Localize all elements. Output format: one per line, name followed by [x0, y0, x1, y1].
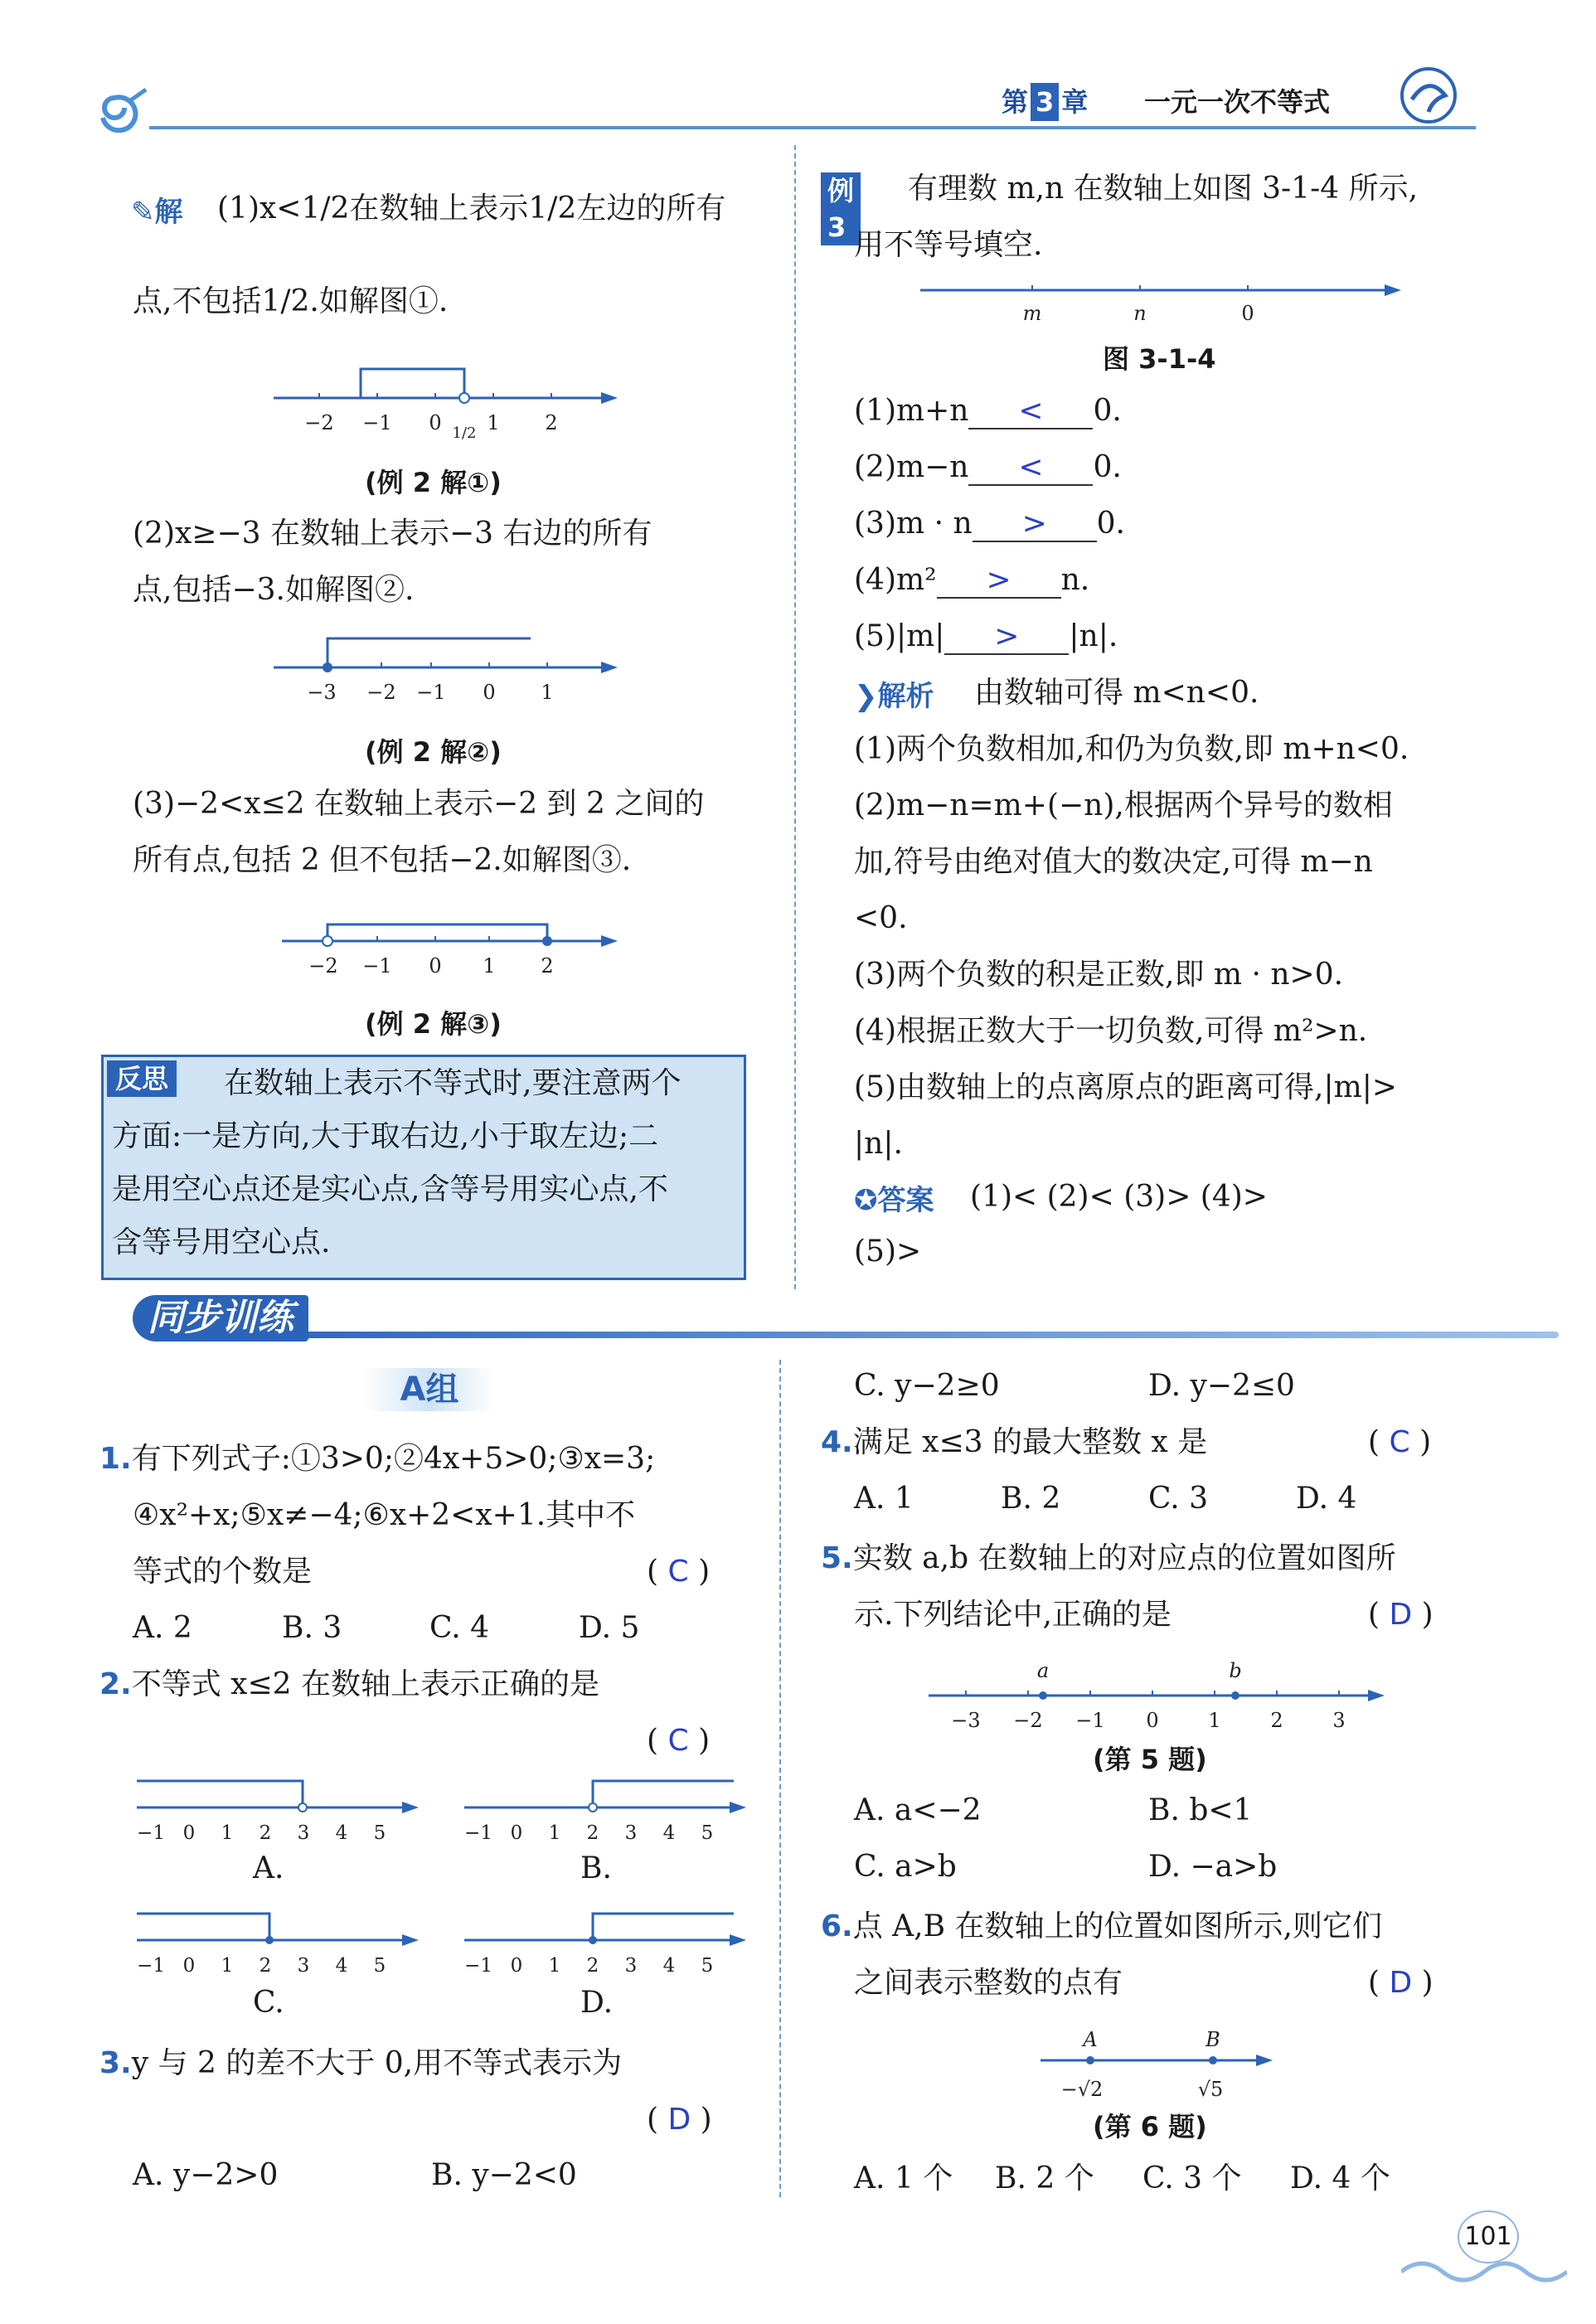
q1-line2: ④x²+x;⑤x≠−4;⑥x+2<x+1.其中不	[133, 1498, 636, 1532]
header	[0, 0, 1596, 141]
example-line2: 用不等号填空.	[854, 228, 1043, 262]
q6-tick-label: −√2	[1060, 2078, 1104, 2101]
fig1-tick-label: 0	[429, 411, 442, 434]
q5-tick: 3	[1332, 1709, 1346, 1732]
q3-option-c: C. y−2≥0	[854, 1369, 1000, 1403]
answer-line2: (5)>	[854, 1235, 922, 1269]
q3-option-b: B. y−2<0	[431, 2158, 577, 2192]
analysis-line: (3)两个负数的积是正数,即 m · n>0.	[854, 958, 1344, 992]
q2-line-d	[460, 1907, 750, 1973]
fill-row-5: (5)|m| > |n|.	[854, 619, 1118, 653]
q2-tick: 4	[335, 1955, 348, 1973]
q5-line2: 示.下列结论中,正确的是	[854, 1598, 1172, 1632]
chapter-title: 一元一次不等式	[1144, 86, 1331, 118]
page-number: 101	[1458, 2210, 1519, 2263]
reflect-label: 反思	[107, 1060, 177, 1097]
q5-caption: (第 5 题)	[1093, 1744, 1207, 1775]
fig1-tick-label: 2	[545, 411, 558, 434]
fill-answer-3: >	[973, 507, 1097, 542]
section-bar	[99, 1295, 1459, 1345]
fill-row-2: (2)m−n < 0.	[854, 450, 1122, 484]
section-bar-rule	[224, 1332, 1559, 1338]
q5-tick: −1	[1075, 1709, 1105, 1732]
q6-point-label: B	[1205, 2028, 1220, 2051]
fig1-tick-label: −1	[362, 411, 392, 434]
fig3-tick-label: 0	[429, 954, 442, 974]
number-line-fig3	[274, 908, 630, 974]
q5-line1: 5.实数 a,b 在数轴上的对应点的位置如图所	[821, 1541, 1396, 1575]
q2-tick: 3	[624, 1955, 638, 1973]
q6-option-b: B. 2 个	[995, 2161, 1094, 2195]
q2-tick: 0	[510, 1955, 523, 1973]
fill-answer-4: >	[937, 564, 1061, 599]
sol-p2-line1: (2)x≥−3 在数轴上表示−3 右边的所有	[133, 517, 652, 551]
q6-answer: ( D )	[1368, 1966, 1433, 2000]
analysis-line: 加,符号由绝对值大的数决定,可得 m−n	[854, 845, 1373, 879]
q4-option-d: D. 4	[1296, 1482, 1357, 1516]
q2-tick: 1	[221, 1955, 234, 1973]
q2-tick: −1	[464, 1822, 492, 1841]
q2-tick: 3	[297, 1822, 310, 1841]
analysis-intro: 由数轴可得 m<n<0.	[974, 676, 1259, 710]
fill-row-3: (3)m · n > 0.	[854, 507, 1126, 541]
analysis-line: (2)m−n=m+(−n),根据两个异号的数相	[854, 788, 1393, 822]
q5-point-label: a	[1036, 1659, 1050, 1682]
analysis-line: |n|.	[854, 1127, 903, 1161]
analysis-line: <0.	[854, 901, 908, 935]
sol-p3-line2: 所有点,包括 2 但不包括−2.如解图③.	[133, 843, 632, 877]
fill-row-4: (4)m² > n.	[854, 563, 1090, 597]
fig2-tick-label: 1	[541, 681, 554, 701]
swirl-icon	[91, 83, 158, 133]
reflect-line: 方面:一是方向,大于取右边,小于取左边;二	[112, 1119, 659, 1153]
q1-option-d: D. 5	[579, 1611, 640, 1645]
page-number-badge	[1401, 2205, 1567, 2288]
fig3-tick-label: 1	[483, 954, 496, 974]
sol-p1-line1: (1)x<1/2在数轴上表示1/2左边的所有	[217, 192, 726, 226]
sol-p2-line2: 点,包括−3.如解图②.	[133, 573, 415, 607]
q3-option-d: D. y−2≤0	[1148, 1369, 1295, 1403]
sol-p1-line2: 点,不包括1/2.如解图①.	[133, 284, 449, 318]
q2-tick: 4	[662, 1955, 676, 1973]
q5-option-a: A. a<−2	[854, 1793, 982, 1827]
solution-label: ✎解	[131, 196, 183, 229]
analysis-line: (1)两个负数相加,和仍为负数,即 m+n<0.	[854, 732, 1409, 766]
q3-answer: ( D )	[647, 2103, 712, 2137]
fig314-label: 0	[1241, 302, 1254, 325]
q5-option-b: B. b<1	[1148, 1793, 1253, 1827]
q2-line-b	[460, 1774, 750, 1841]
section-title: 同步训练	[133, 1295, 308, 1342]
q3-line1: 3.y 与 2 的差不大于 0,用不等式表示为	[99, 2046, 623, 2080]
analysis-line: (4)根据正数大于一切负数,可得 m²>n.	[854, 1014, 1368, 1048]
fill-row-1: (1)m+n < 0.	[854, 394, 1122, 428]
fig2-tick-label: −1	[416, 681, 446, 701]
fig2-tick-label: −2	[366, 681, 396, 701]
q5-point-label: b	[1229, 1659, 1242, 1682]
q5-number-line	[920, 1654, 1393, 1737]
q4-answer: ( C )	[1368, 1425, 1432, 1459]
example-label: 例3	[821, 172, 861, 245]
fig1-tick-label: −2	[304, 411, 334, 434]
fig2-caption: (例 2 解②)	[365, 736, 502, 768]
q1-line3: 等式的个数是	[133, 1555, 313, 1589]
header-rule	[149, 126, 1476, 129]
q2-tick: 2	[586, 1955, 599, 1973]
q3-option-a: A. y−2>0	[133, 2158, 279, 2192]
q4-option-c: C. 3	[1148, 1482, 1209, 1516]
fig3-caption: (例 2 解③)	[365, 1008, 502, 1040]
number-line-fig1	[265, 365, 630, 448]
q2-line-a	[133, 1774, 423, 1841]
answer-line1: (1)< (2)< (3)> (4)>	[970, 1180, 1268, 1214]
q2-tick: 5	[701, 1955, 714, 1973]
reflect-line: 是用空心点还是实心点,含等号用实心点,不	[112, 1172, 668, 1206]
q2-line1: 2.不等式 x≤2 在数轴上表示正确的是	[99, 1667, 599, 1701]
reflect-box	[101, 1055, 746, 1280]
q1-option-b: B. 3	[282, 1611, 342, 1645]
answer-label: ✪答案	[854, 1184, 934, 1217]
q2-tick: 1	[221, 1822, 234, 1841]
q2-tick: 0	[182, 1822, 196, 1841]
q6-point-label: A	[1083, 2028, 1098, 2051]
q2-label-a: A.	[253, 1851, 284, 1885]
q2-tick: 2	[259, 1822, 272, 1841]
q6-line1: 6.点 A,B 在数轴上的位置如图所示,则它们	[821, 1909, 1382, 1943]
q2-label-d: D.	[580, 1986, 614, 2020]
fill-answer-5: >	[944, 620, 1069, 655]
q1-line1: 1.有下列式子:①3>0;②4x+5>0;③x=3;	[99, 1442, 656, 1476]
fig1-tick-label: 1	[487, 411, 500, 434]
q5-tick: −2	[1013, 1709, 1043, 1732]
analysis-label: ❯解析	[854, 680, 934, 713]
q5-tick: 1	[1208, 1709, 1221, 1732]
q2-line-c	[133, 1907, 423, 1973]
q2-tick: 1	[548, 1955, 561, 1973]
reflect-line: 在数轴上表示不等式时,要注意两个	[224, 1066, 682, 1100]
fill-answer-2: <	[968, 451, 1093, 486]
q5-tick: −3	[951, 1709, 981, 1732]
q4-option-a: A. 1	[854, 1482, 914, 1516]
q2-tick: 3	[297, 1955, 310, 1973]
publisher-logo-icon	[1391, 66, 1466, 124]
q6-line2: 之间表示整数的点有	[854, 1966, 1123, 2000]
fig2-tick-label: 0	[483, 681, 496, 701]
q2-tick: −1	[137, 1955, 165, 1973]
sol-p3-line1: (3)−2<x≤2 在数轴上表示−2 到 2 之间的	[133, 787, 705, 821]
fig1-caption: (例 2 解①)	[365, 467, 502, 498]
chapter-badge: 第 3 章	[1002, 83, 1088, 121]
q4-line1: 4.满足 x≤3 的最大整数 x 是	[821, 1425, 1208, 1459]
column-divider	[794, 145, 796, 1289]
q2-label-b: B.	[580, 1851, 612, 1885]
q2-tick: −1	[464, 1955, 492, 1973]
number-line-fig2	[265, 634, 630, 701]
q6-tick-label: √5	[1197, 2078, 1224, 2101]
fig2-tick-label: −3	[307, 681, 337, 701]
q2-tick: 5	[373, 1955, 386, 1973]
fill-answer-1: <	[968, 395, 1093, 429]
q5-tick: 2	[1270, 1709, 1283, 1732]
q2-tick: 3	[624, 1822, 638, 1841]
fig314-label: m	[1022, 302, 1042, 325]
q6-option-a: A. 1 个	[854, 2161, 953, 2195]
reflect-line: 含等号用空心点.	[112, 1225, 331, 1259]
q2-tick: 5	[373, 1822, 386, 1841]
q2-tick: 0	[510, 1822, 523, 1841]
q1-option-c: C. 4	[429, 1611, 490, 1645]
fig3-tick-label: −2	[308, 954, 338, 974]
q5-option-c: C. a>b	[854, 1850, 957, 1884]
q2-tick: 5	[701, 1822, 714, 1841]
q5-answer: ( D )	[1368, 1598, 1433, 1632]
group-label: A组	[363, 1368, 496, 1411]
q2-tick: 2	[586, 1822, 599, 1841]
fig1-tick-label: 1/2	[452, 425, 477, 442]
number-line-fig314	[912, 274, 1409, 332]
q2-tick: 4	[335, 1822, 348, 1841]
q5-tick: 0	[1146, 1709, 1159, 1732]
q2-answer: ( C )	[647, 1724, 711, 1758]
column-divider-lower	[779, 1360, 781, 2197]
q2-tick: 1	[548, 1822, 561, 1841]
q2-label-c: C.	[253, 1986, 284, 2020]
q6-caption: (第 6 题)	[1093, 2111, 1207, 2142]
q5-option-d: D. −a>b	[1148, 1850, 1278, 1884]
q2-tick: 0	[182, 1955, 196, 1973]
example-line1: 有理数 m,n 在数轴上如图 3-1-4 所示,	[908, 172, 1419, 206]
q2-tick: 2	[259, 1955, 272, 1973]
fig3-tick-label: 2	[541, 954, 554, 974]
q1-answer: ( C )	[647, 1555, 711, 1589]
fig314-caption: 图 3-1-4	[1103, 343, 1216, 375]
fig3-tick-label: −1	[362, 954, 392, 974]
q6-number-line	[1032, 2023, 1281, 2106]
q4-option-b: B. 2	[1001, 1482, 1061, 1516]
q2-tick: −1	[137, 1822, 165, 1841]
q2-tick: 4	[662, 1822, 676, 1841]
fig314-label: n	[1133, 302, 1147, 325]
q1-option-a: A. 2	[133, 1611, 192, 1645]
q6-option-d: D. 4 个	[1290, 2161, 1390, 2195]
analysis-line: (5)由数轴上的点离原点的距离可得,|m|>	[854, 1070, 1397, 1104]
q6-option-c: C. 3 个	[1142, 2161, 1242, 2195]
